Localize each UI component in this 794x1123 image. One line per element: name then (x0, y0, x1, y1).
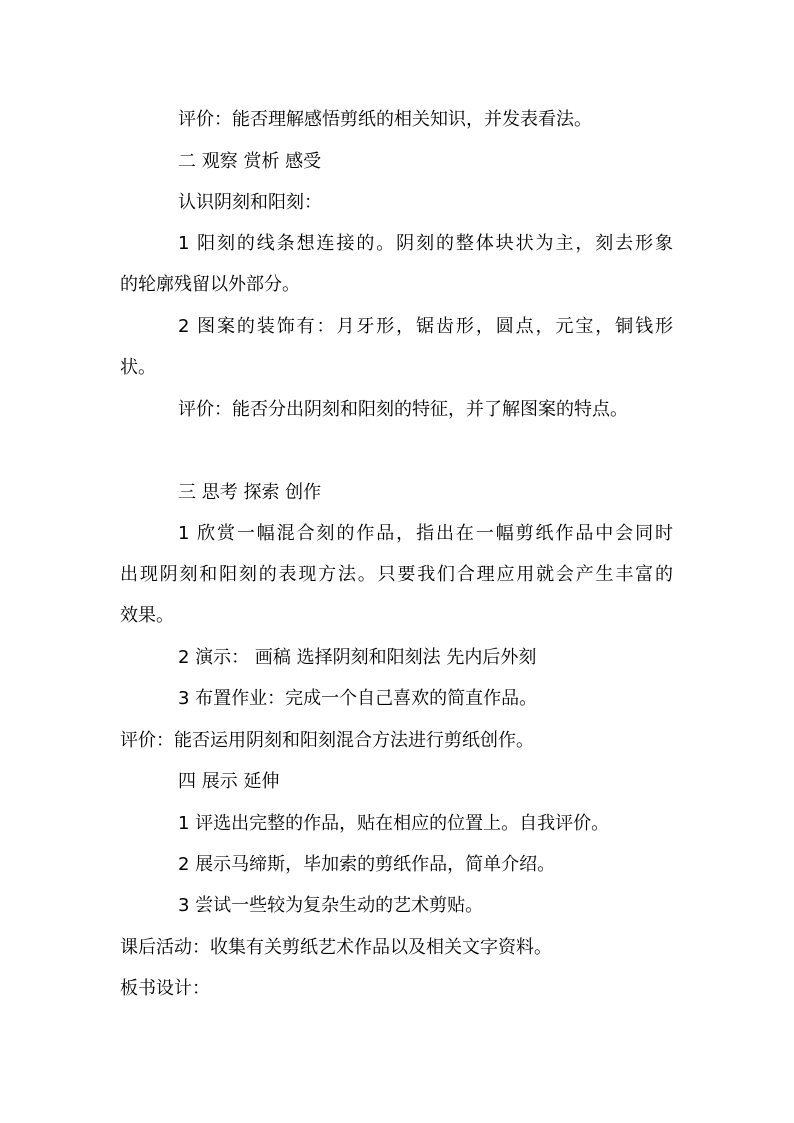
paragraph-appreciate-line2: 出现阴刻和阳刻的表现方法。只要我们合理应用就会产生丰富的 (120, 564, 673, 585)
paragraph-homework: 3 布置作业：完成一个自己喜欢的简直作品。 (178, 688, 538, 709)
paragraph-demonstration: 2 演示： 画稿 选择阴刻和阳刻法 先内后外刻 (178, 647, 537, 668)
section-heading-2: 二 观察 赏析 感受 (178, 151, 322, 172)
paragraph-show-works: 2 展示马缔斯，毕加索的剪纸作品，简单介绍。 (178, 854, 556, 875)
paragraph-after-class: 课后活动：收集有关剪纸艺术作品以及相关文字资料。 (120, 937, 552, 958)
paragraph-yang-carving-line1: 1 阳刻的线条想连接的。阴刻的整体块状为主，刻去形象 (178, 233, 673, 254)
evaluation-paragraph-1: 评价：能否理解感悟剪纸的相关知识，并发表看法。 (178, 109, 592, 130)
paragraph-decoration-line1: 2 图案的装饰有：月牙形，锯齿形，圆点，元宝，铜钱形 (178, 316, 673, 337)
evaluation-paragraph-2: 评价：能否分出阴刻和阳刻的特征，并了解图案的特点。 (178, 399, 628, 420)
section-heading-4: 四 展示 延伸 (178, 771, 280, 792)
paragraph-decoration-line2: 状。 (120, 357, 156, 378)
evaluation-paragraph-3: 评价：能否运用阴刻和阳刻混合方法进行剪纸创作。 (120, 730, 534, 751)
paragraph-yang-carving-line2: 的轮廓残留以外部分。 (120, 274, 300, 295)
section-heading-3: 三 思考 探索 创作 (178, 482, 322, 503)
paragraph-recognize-carving: 认识阴刻和阳刻： (178, 192, 322, 213)
paragraph-appreciate-line1: 1 欣赏一幅混合刻的作品，指出在一幅剪纸作品中会同时 (178, 523, 673, 544)
paragraph-board-design: 板书设计： (120, 978, 210, 999)
paragraph-select-works: 1 评选出完整的作品，贴在相应的位置上。自我评价。 (178, 813, 610, 834)
paragraph-appreciate-line3: 效果。 (120, 605, 174, 626)
paragraph-try-collage: 3 尝试一些较为复杂生动的艺术剪贴。 (178, 895, 484, 916)
